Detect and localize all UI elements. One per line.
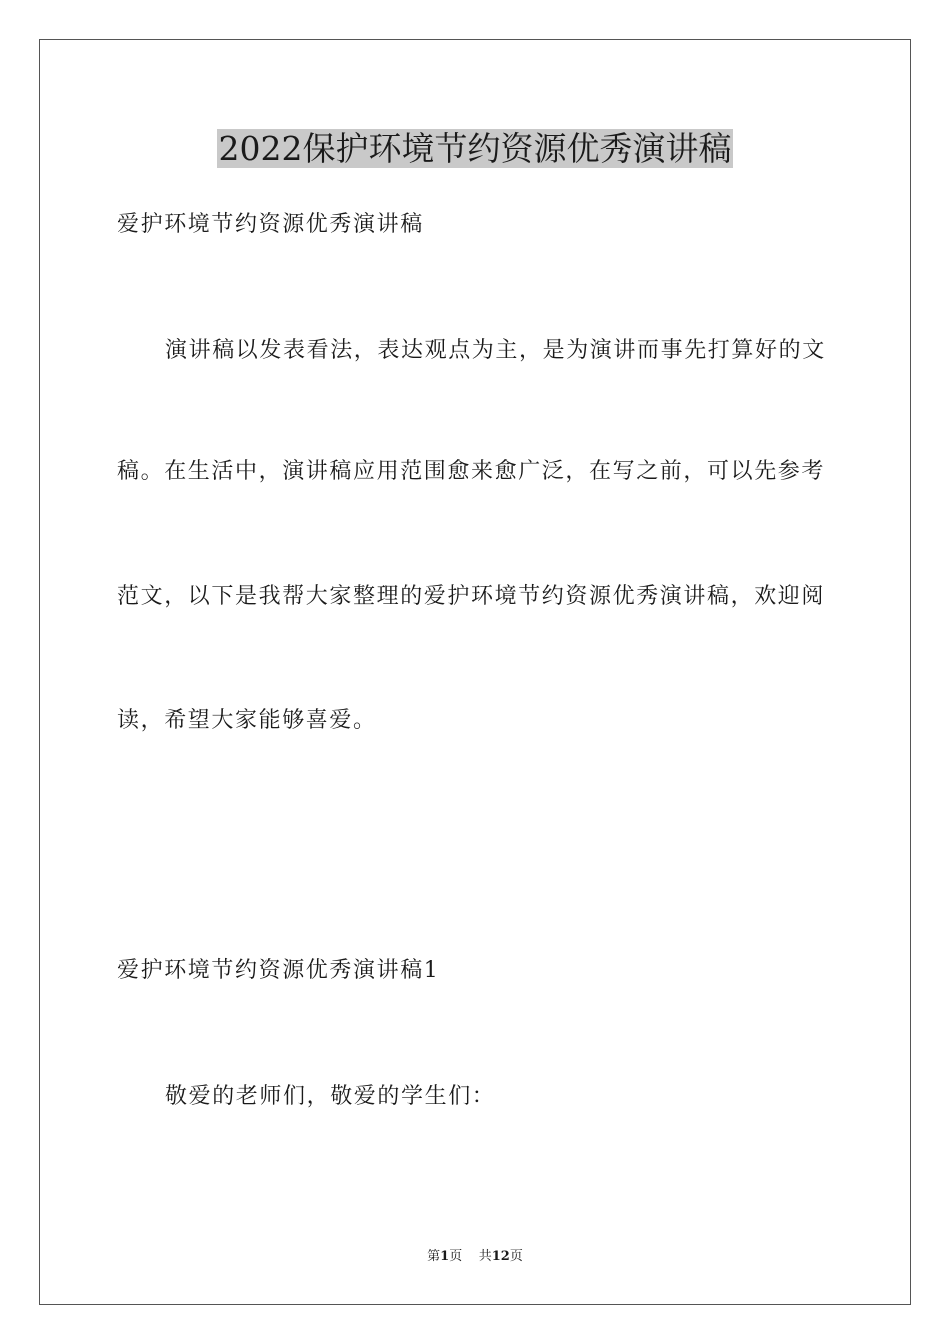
- footer-total-suffix: 页: [509, 1249, 523, 1264]
- document-subtitle: 爱护环境节约资源优秀演讲稿: [117, 212, 424, 237]
- footer-page-prefix: 第: [427, 1249, 441, 1264]
- intro-line-2: 稿。在生活中，演讲稿应用范围愈来愈广泛，在写之前，可以先参考: [117, 459, 826, 484]
- page-footer: [0, 1248, 950, 1266]
- footer-page-number: 1: [440, 1249, 450, 1264]
- footer-total-pages: 12: [491, 1249, 510, 1264]
- salutation: 敬爱的老师们，敬爱的学生们：: [165, 1084, 496, 1109]
- intro-line-3: 范文，以下是我帮大家整理的爱护环境节约资源优秀演讲稿，欢迎阅: [117, 584, 826, 609]
- footer-total-prefix: 共: [478, 1249, 492, 1264]
- section-heading: 爱护环境节约资源优秀演讲稿1: [117, 958, 440, 983]
- intro-line-1: 演讲稿以发表看法，表达观点为主，是为演讲而事先打算好的文: [165, 338, 826, 363]
- footer-page-suffix: 页: [449, 1249, 463, 1264]
- intro-line-4: 读，希望大家能够喜爱。: [117, 708, 377, 733]
- document-title: [0, 126, 950, 172]
- document-title-text: 2022保护环境节约资源优秀演讲稿: [218, 129, 732, 168]
